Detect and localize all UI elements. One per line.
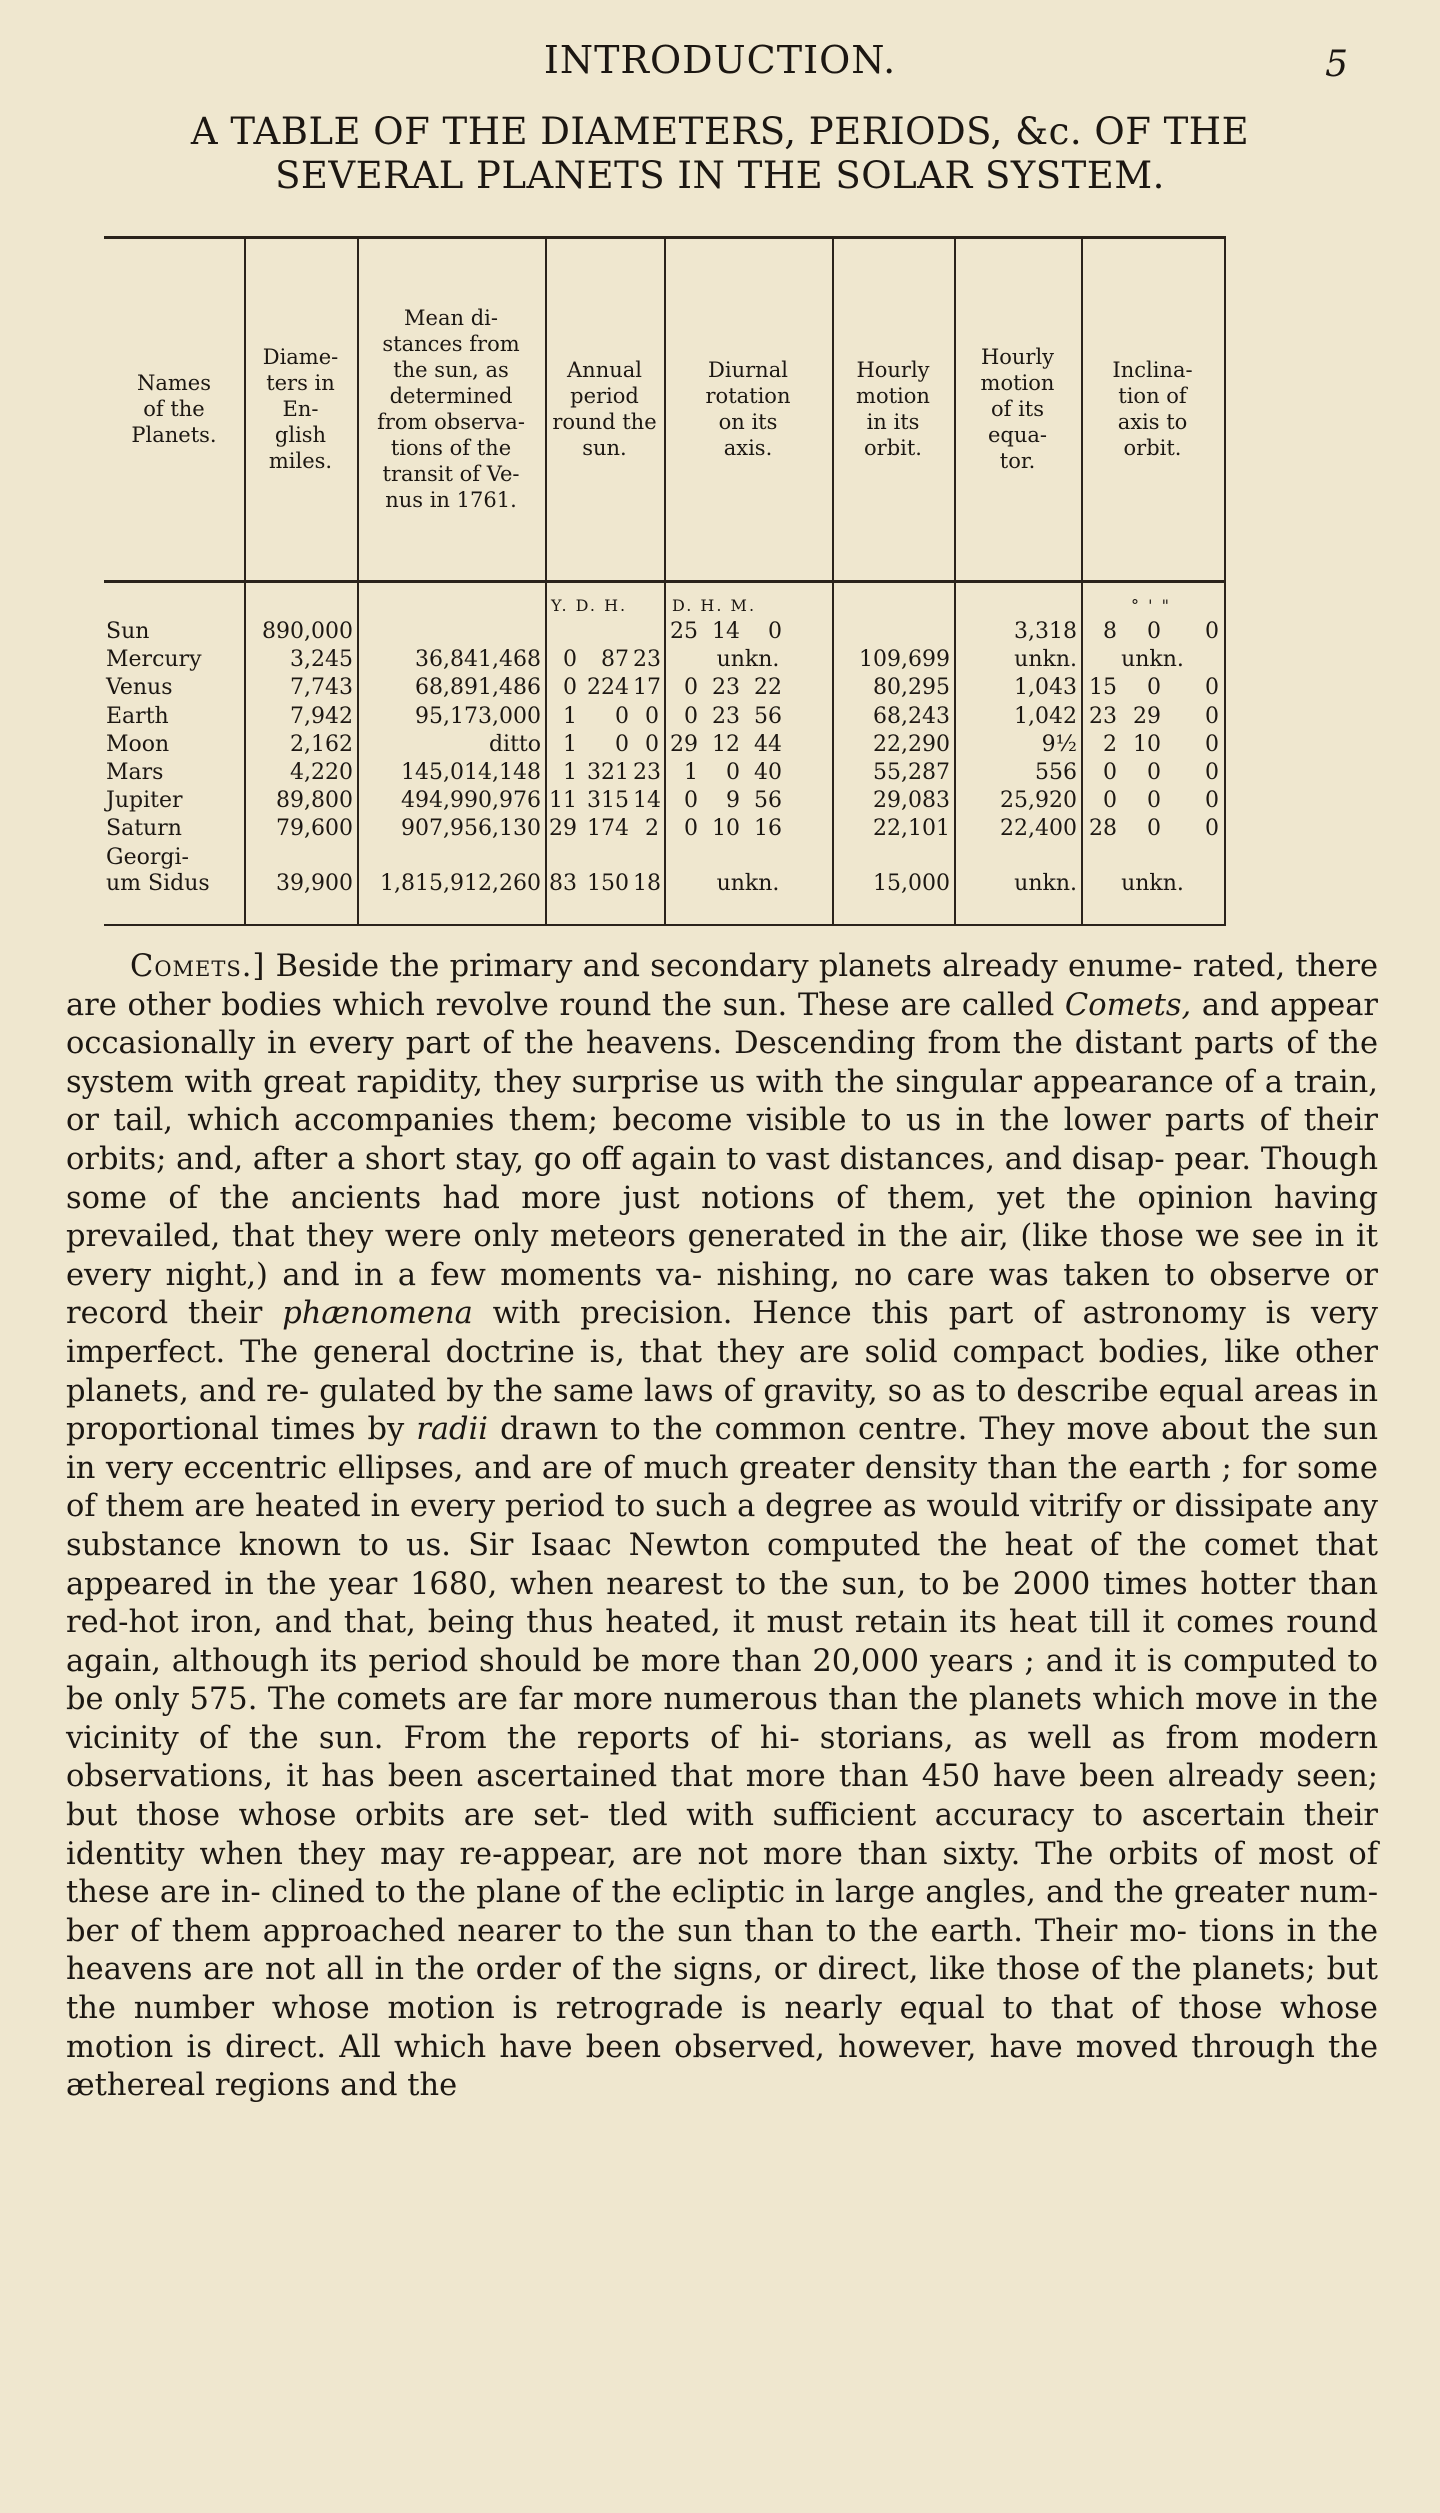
table-cell: 56 [754,703,782,729]
table-cell: 11 [549,788,577,814]
table-cell: 0 [1147,788,1161,814]
table-cell: 0 [615,731,629,757]
table-cell: 321 [587,760,629,785]
table-cell: 0 [684,675,698,701]
table-cell: 1 [563,760,577,785]
header-line: Diurnal [708,358,788,382]
header-line: the sun, as [393,358,509,382]
table-cell: 68,243 [873,703,950,729]
table-cell: 556 [1035,760,1077,785]
table-cell: Georgi- [106,844,189,870]
table-row [104,870,1224,898]
table-cell: 3,318 [1014,619,1077,644]
table-cell: unkn. [716,647,780,673]
table-cell: 23 [633,647,661,673]
table-cell: 10 [1133,731,1161,757]
running-title: INTRODUCTION. [543,38,897,82]
table-cell: 44 [754,731,782,757]
header-line: sun. [582,436,627,460]
table-cell: 14 [633,788,661,814]
inclination-unit-label: ° ' " [1131,596,1171,615]
table-cell: 3,245 [290,647,353,673]
table-cell: unkn. [1121,647,1184,673]
column-header [666,244,830,574]
header-line: Mean di- [404,306,498,330]
annual-unit-label: Y. D. H. [551,596,628,615]
table-cell: 22 [754,675,782,701]
table-cell: 68,891,486 [415,675,541,701]
header-line: from observa- [377,410,525,434]
table-cell: 23 [1089,703,1117,729]
header-line: En- [282,397,319,421]
header-line: Diame- [262,345,339,369]
table-cell: 0 [1103,788,1117,814]
header-line: tor. [999,449,1036,473]
table-cell: 29,083 [873,788,950,814]
table-cell: 0 [684,788,698,814]
header-line: nus in 1761. [385,488,517,512]
column-header [834,244,952,574]
column-header [106,244,242,574]
table-cell: 0 [1205,703,1219,729]
italic-term: phænomena [282,1296,473,1332]
table-cell: 36,841,468 [415,647,541,673]
table-cell: 39,900 [276,870,353,896]
header-line: motion [980,371,1055,395]
table-cell: 174 [587,816,629,842]
table-cell: 1,815,912,260 [380,870,541,896]
table-cell: 29 [670,731,698,757]
header-line: period [570,384,639,408]
table-cell: unkn. [1014,647,1077,673]
column-header [246,244,355,574]
table-cell: um Sidus [106,870,210,896]
table-cell: Mars [106,760,164,785]
table-cell: Jupiter [106,788,183,814]
header-line: rotation [705,384,791,408]
table-cell: 7,743 [290,675,353,701]
table-cell: 22,101 [873,816,950,842]
header-line: of the [143,397,205,421]
planet-table [104,236,1224,926]
table-cell: 0 [1147,816,1161,842]
section-lead-in: Comets.] [130,949,266,984]
table-cell: 23 [633,760,661,785]
table-cell: 89,800 [276,788,353,814]
text-run: with precision. Hence this part of astronomy is very imperfect. The general doctrine is, that they are solid compact bodies, like other planets, and re- gulated by the same laws of gravity, so as to describe equal areas in proportional times by [66,1296,1379,1448]
header-line: miles. [268,449,333,473]
header-line: axis. [723,436,773,460]
table-cell: 0 [684,703,698,729]
header-line: ters in [266,371,335,395]
table-cell: 83 [549,870,577,896]
header-line: in its [866,410,920,434]
table-cell: 2 [1103,731,1117,757]
header-line: determined [389,384,513,408]
table-cell: 28 [1089,816,1117,842]
table-cell: 95,173,000 [415,703,541,729]
column-header [359,244,543,574]
table-title-line-2: SEVERAL PLANETS IN THE SOLAR SYSTEM. [275,154,1165,197]
table-cell: 907,956,130 [401,816,541,842]
header-line: orbit. [1123,436,1182,460]
header-line: axis to [1117,410,1188,434]
table-top-rule [104,236,1226,239]
text-run: drawn to the common centre. They move about the sun in very eccentric ellipses, and are of much greater density than the earth ; for some of them are heated in every period to such a degree as would vitrify or dissipate any substance known to us. Sir Isaac Newton computed the heat of the comet that appeared in the year 1680, when nearest to the sun, to be 2000 times hotter than red-hot iron, and that, being thus heated, it must retain its heat till it comes round again, although its period should be more than 20,000 years ; and it is computed to be only 575. The comets are far more numerous than the planets which move in the vicinity of the sun. From the reports of hi- storians, as well as from modern observations, it has been ascertained that more than 450 have been already seen; but those whose orbits are set- tled with sufficient accuracy to ascertain their identity when they may re-appear, are not more than sixty. The orbits of most of these are in- clined to the plane of the ecliptic in large angles, and the greater num- ber of them approached nearer to the sun than to the earth. Their mo- tions in the heavens are not all in the order of the signs, or direct, like those of the planets; but the number whose motion is retrograde is nearly equal to that of those whose motion is direct. All which have been observed, however, have moved through the æthereal regions and the [66,1412,1378,2104]
table-cell: 109,699 [859,647,950,673]
column-header [1083,244,1222,574]
table-cell: 4,220 [290,760,353,785]
table-row [104,646,1224,674]
table-cell: 23 [712,703,740,729]
header-line: orbit. [864,436,922,460]
header-line: transit of Ve- [382,462,520,486]
table-row [104,618,1224,646]
table-cell: 0 [1205,731,1219,757]
table-cell: 9 [726,788,740,814]
header-line: Annual [567,358,642,382]
table-cell: 0 [615,703,629,729]
table-cell: unkn. [1014,870,1077,896]
table-row [104,731,1224,759]
table-cell: 1 [684,760,698,785]
table-cell: 18 [633,870,661,896]
header-line: on its [718,410,778,434]
table-cell: 29 [1133,703,1161,729]
table-cell: ditto [488,731,541,757]
table-cell: 87 [601,647,629,673]
table-cell: 145,014,148 [401,760,541,785]
table-cell: 0 [1205,816,1219,842]
table-cell: 0 [1147,619,1161,644]
table-cell: 0 [684,816,698,842]
table-title [70,110,1370,198]
header-line: of its [990,397,1045,421]
table-cell: 0 [563,675,577,701]
table-cell: 23 [712,675,740,701]
table-cell: 25 [670,619,698,644]
table-cell: 22,400 [1000,816,1077,842]
table-cell: Moon [106,731,170,757]
table-title-line-1: A TABLE OF THE DIAMETERS, PERIODS, &c. OF THE [190,110,1250,153]
header-line: tion of [1118,384,1187,408]
text-run: and appear occasionally in every part of the heavens. Descending from the distant parts of the system with great rapidity, they surprise us with the singular appearance of a train, or tail, which accompanies them; become visible to us in the lower parts of their orbits; and, after a short stay, go off again to vast distances, and disap- pear. Though some of the ancients had more just notions of them, yet the opinion having prevailed, that they were only meteors generated in the air, (like those we see in it every night,) and in a few moments va- nishing, no care was taken to observe or record their [66,987,1378,1332]
header-rule [104,580,1226,583]
table-cell: Sun [106,619,150,644]
table-cell: 0 [1205,619,1219,644]
header-line: glish [274,423,327,447]
table-cell: Earth [106,703,169,729]
table-cell: 16 [754,816,782,842]
table-cell: 0 [1205,788,1219,814]
table-cell: 7,942 [290,703,353,729]
table-cell: 0 [1147,760,1161,785]
table-cell: 1,043 [1014,675,1077,701]
comets-paragraph [66,948,1378,2106]
table-cell: 17 [633,675,661,701]
table-cell: 9½ [1041,731,1077,757]
table-cell: 25,920 [1000,788,1077,814]
table-cell: 0 [645,731,659,757]
table-cell: Saturn [106,816,182,842]
table-cell: unkn. [716,870,780,896]
table-cell: 890,000 [262,619,353,644]
header-line: round the [552,410,657,434]
header-line: motion [856,384,930,408]
page-number: 5 [1325,44,1348,85]
table-row [104,787,1224,815]
table-cell: 1,042 [1014,703,1077,729]
table-cell: 29 [549,816,577,842]
header-line: stances from [382,332,520,356]
table-cell: 22,290 [873,731,950,757]
header-line: Planets. [131,423,217,447]
table-cell: 14 [712,619,740,644]
table-cell: 2 [645,816,659,842]
table-cell: 224 [587,675,629,701]
header-line: equa- [987,423,1047,447]
table-cell: 0 [1205,760,1219,785]
table-bottom-rule [104,924,1226,926]
table-cell: 1 [563,731,577,757]
table-cell: 56 [754,788,782,814]
table-row [104,815,1224,843]
table-cell: 150 [587,870,629,896]
header-line: tions of the [390,436,512,460]
table-row [104,844,1224,872]
table-cell: 0 [726,760,740,785]
table-cell: 12 [712,731,740,757]
table-cell: 79,600 [276,816,353,842]
table-cell: 0 [1147,675,1161,701]
table-cell: 0 [768,619,782,644]
table-cell: 15 [1089,675,1117,701]
table-cell: 494,990,976 [401,788,541,814]
table-row [104,674,1224,702]
column-header [547,244,662,574]
table-cell: 0 [563,647,577,673]
table-cell: 15,000 [873,870,950,896]
table-cell: 1 [563,703,577,729]
table-cell: 10 [712,816,740,842]
table-cell: 0 [645,703,659,729]
diurnal-unit-label: D. H. M. [672,596,757,615]
italic-term: Comets, [1064,987,1192,1023]
table-cell: 0 [1205,675,1219,701]
header-line: Hourly [856,358,930,382]
table-cell: 315 [587,788,629,814]
table-cell: 80,295 [873,675,950,701]
table-cell: Venus [106,675,173,701]
table-cell: Mercury [106,647,202,673]
table-cell: 0 [1103,760,1117,785]
column-header [956,244,1079,574]
table-cell: 2,162 [290,731,353,757]
table-row [104,703,1224,731]
header-line: Inclina- [1112,358,1193,382]
italic-term: radii [416,1412,489,1448]
table-row [104,759,1224,787]
text-run: Beside the primary and secondary planets already enume- rated, there are other bodies which revolve round the sun. These are called [66,949,1378,1023]
table-cell: 55,287 [873,760,950,785]
table-cell: 40 [754,760,782,785]
table-cell: 8 [1103,619,1117,644]
header-line: Names [136,371,211,395]
table-cell: unkn. [1121,870,1184,896]
header-line: Hourly [980,345,1055,369]
